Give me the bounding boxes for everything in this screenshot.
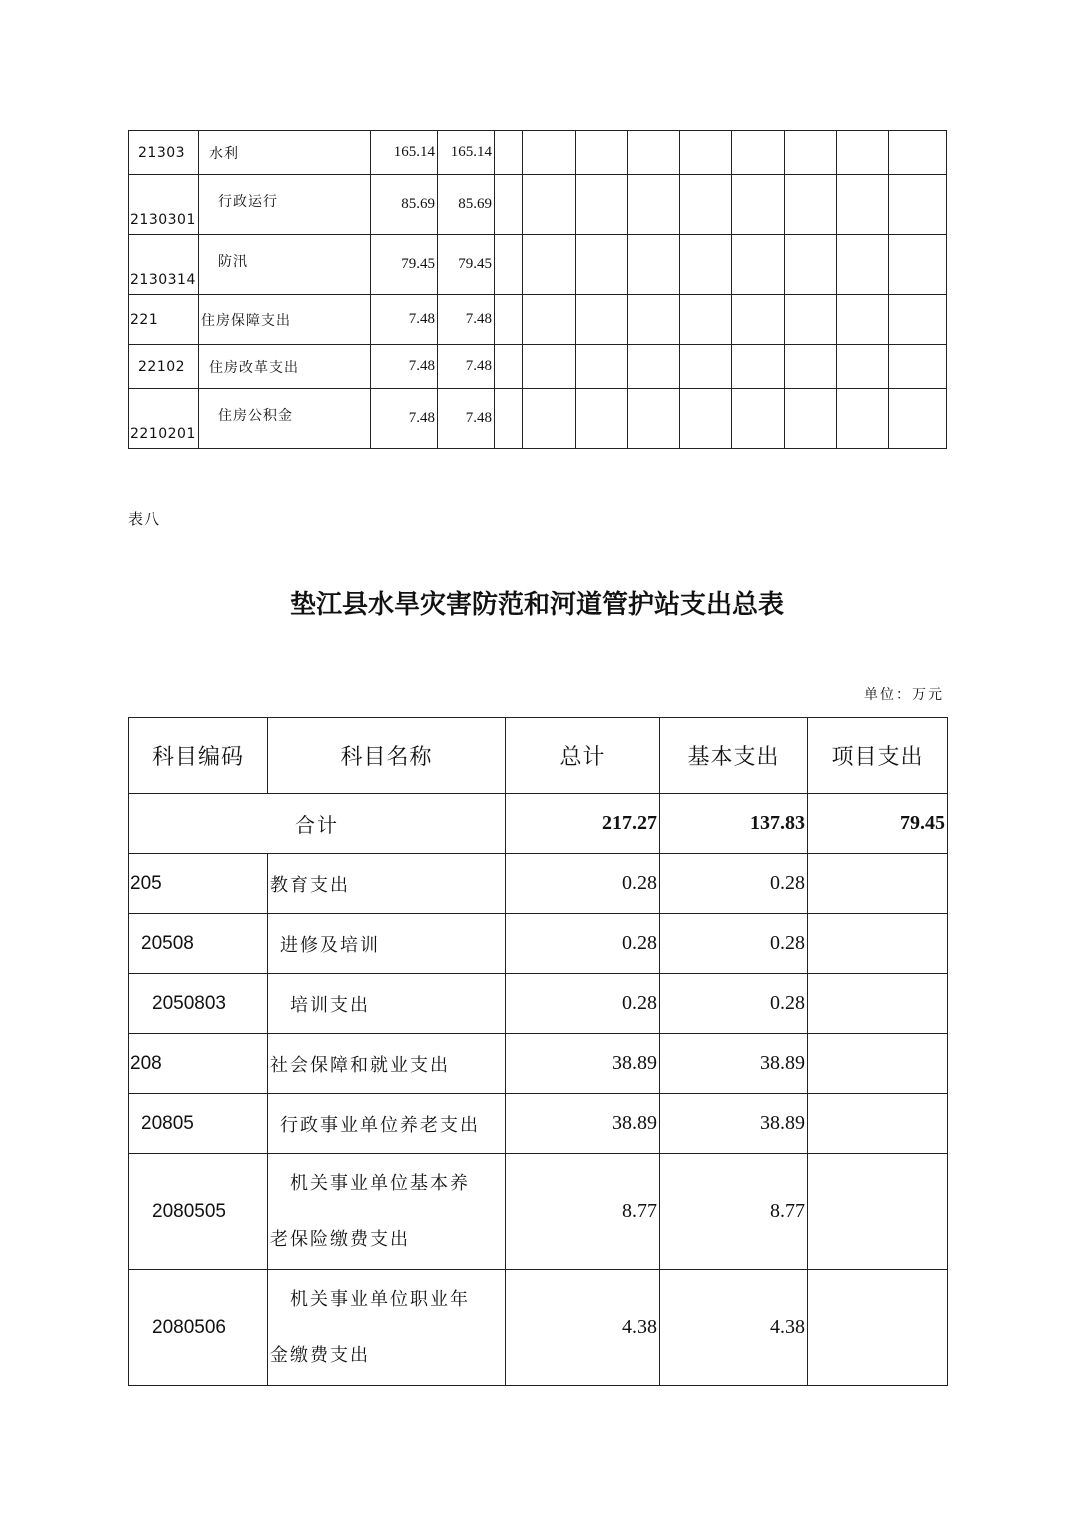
continuation-table xyxy=(128,130,947,449)
name-cell: 住房保障支出 xyxy=(199,295,371,345)
empty-cell xyxy=(680,389,732,449)
code-cell: 208 xyxy=(129,1034,268,1094)
total-cell: 7.48 xyxy=(371,295,438,345)
total-cell: 4.38 xyxy=(506,1270,660,1386)
empty-cell xyxy=(523,235,576,295)
column-header-basic: 基本支出 xyxy=(660,718,808,794)
empty-cell xyxy=(523,345,576,389)
project-cell xyxy=(808,1270,948,1386)
empty-cell xyxy=(523,131,576,175)
total-cell: 7.48 xyxy=(371,389,438,449)
table-row xyxy=(129,974,948,1034)
empty-cell xyxy=(495,389,523,449)
empty-cell xyxy=(576,175,628,235)
empty-cell xyxy=(628,235,680,295)
table-number-label: 表八 xyxy=(128,510,161,528)
project-cell xyxy=(808,914,948,974)
basic-cell: 38.89 xyxy=(660,1034,808,1094)
code-cell: 221 xyxy=(129,295,199,345)
total-cell: 165.14 xyxy=(371,131,438,175)
empty-cell xyxy=(495,131,523,175)
table-row xyxy=(129,1034,948,1094)
table-row xyxy=(129,175,947,235)
empty-cell xyxy=(628,175,680,235)
page-title: 垫江县水旱灾害防范和河道管护站支出总表 xyxy=(289,590,784,620)
empty-cell xyxy=(889,295,947,345)
name-cell: 水利 xyxy=(199,131,371,175)
name-cell: 行政事业单位养老支出 xyxy=(268,1094,506,1154)
empty-cell xyxy=(889,175,947,235)
empty-cell xyxy=(495,295,523,345)
basic-cell: 4.38 xyxy=(660,1270,808,1386)
basic-cell: 165.14 xyxy=(438,131,495,175)
empty-cell xyxy=(837,175,889,235)
project-cell xyxy=(808,1034,948,1094)
table-row xyxy=(129,295,947,345)
basic-cell: 38.89 xyxy=(660,1094,808,1154)
basic-cell: 7.48 xyxy=(438,295,495,345)
empty-cell xyxy=(732,175,785,235)
empty-cell xyxy=(523,389,576,449)
empty-cell xyxy=(732,295,785,345)
name-cell: 教育支出 xyxy=(268,854,506,914)
name-cell: 住房改革支出 xyxy=(199,345,371,389)
empty-cell xyxy=(732,235,785,295)
empty-cell xyxy=(628,295,680,345)
name-cell: 行政运行 xyxy=(199,175,371,235)
project-cell xyxy=(808,1094,948,1154)
total-cell: 0.28 xyxy=(506,914,660,974)
name-line-2: 老保险缴费支出 xyxy=(270,1228,410,1250)
name-cell xyxy=(268,1154,506,1270)
project-cell xyxy=(808,854,948,914)
name-line-1: 机关事业单位职业年 xyxy=(290,1288,470,1310)
code-cell: 20805 xyxy=(129,1094,268,1154)
total-cell: 0.28 xyxy=(506,974,660,1034)
code-cell: 22102 xyxy=(129,345,199,389)
name-cell: 住房公积金 xyxy=(199,389,371,449)
empty-cell xyxy=(576,131,628,175)
code-cell: 2050803 xyxy=(129,974,268,1034)
empty-cell xyxy=(837,131,889,175)
total-cell: 38.89 xyxy=(506,1034,660,1094)
empty-cell xyxy=(628,345,680,389)
empty-cell xyxy=(523,295,576,345)
total-cell: 8.77 xyxy=(506,1154,660,1270)
table-row xyxy=(129,131,947,175)
table-row xyxy=(129,345,947,389)
empty-cell xyxy=(732,131,785,175)
empty-cell xyxy=(785,131,837,175)
total-cell: 217.27 xyxy=(506,794,660,854)
empty-cell xyxy=(523,175,576,235)
total-cell: 85.69 xyxy=(371,175,438,235)
basic-cell: 7.48 xyxy=(438,389,495,449)
empty-cell xyxy=(576,345,628,389)
total-cell: 7.48 xyxy=(371,345,438,389)
project-cell xyxy=(808,1154,948,1270)
empty-cell xyxy=(889,131,947,175)
code-cell: 2080505 xyxy=(129,1154,268,1270)
basic-cell: 0.28 xyxy=(660,914,808,974)
empty-cell xyxy=(628,131,680,175)
name-cell: 防汛 xyxy=(199,235,371,295)
code-cell: 2130314 xyxy=(129,235,199,295)
empty-cell xyxy=(785,175,837,235)
total-cell: 79.45 xyxy=(371,235,438,295)
basic-cell: 85.69 xyxy=(438,175,495,235)
table-row xyxy=(129,235,947,295)
empty-cell xyxy=(837,345,889,389)
column-header-name: 科目名称 xyxy=(268,718,506,794)
name-line-2: 金缴费支出 xyxy=(270,1344,370,1366)
table-row xyxy=(129,854,948,914)
project-cell: 79.45 xyxy=(808,794,948,854)
total-cell: 38.89 xyxy=(506,1094,660,1154)
table-row xyxy=(129,389,947,449)
code-cell: 2210201 xyxy=(129,389,199,449)
column-header-code: 科目编码 xyxy=(129,718,268,794)
table-row xyxy=(129,1094,948,1154)
empty-cell xyxy=(837,235,889,295)
column-header-total: 总计 xyxy=(506,718,660,794)
empty-cell xyxy=(889,345,947,389)
unit-label: 单位：万元 xyxy=(864,687,944,703)
column-header-project: 项目支出 xyxy=(808,718,948,794)
empty-cell xyxy=(680,235,732,295)
empty-cell xyxy=(785,295,837,345)
empty-cell xyxy=(680,131,732,175)
name-cell: 进修及培训 xyxy=(268,914,506,974)
empty-cell xyxy=(495,345,523,389)
total-label: 合计 xyxy=(129,794,506,854)
table-row xyxy=(129,1270,948,1386)
empty-cell xyxy=(576,389,628,449)
empty-cell xyxy=(732,345,785,389)
basic-cell: 7.48 xyxy=(438,345,495,389)
code-cell: 20508 xyxy=(129,914,268,974)
empty-cell xyxy=(785,345,837,389)
empty-cell xyxy=(785,235,837,295)
empty-cell xyxy=(889,235,947,295)
empty-cell xyxy=(785,389,837,449)
basic-cell: 0.28 xyxy=(660,974,808,1034)
empty-cell xyxy=(628,389,680,449)
empty-cell xyxy=(576,235,628,295)
code-cell: 2130301 xyxy=(129,175,199,235)
table-row xyxy=(129,1154,948,1270)
total-cell: 0.28 xyxy=(506,854,660,914)
total-row xyxy=(129,794,948,854)
project-cell xyxy=(808,974,948,1034)
empty-cell xyxy=(576,295,628,345)
basic-cell: 0.28 xyxy=(660,854,808,914)
empty-cell xyxy=(680,345,732,389)
empty-cell xyxy=(495,235,523,295)
code-cell: 2080506 xyxy=(129,1270,268,1386)
name-line-1: 机关事业单位基本养 xyxy=(290,1172,470,1194)
expenditure-summary-table xyxy=(128,717,948,1386)
name-cell: 培训支出 xyxy=(268,974,506,1034)
table-header-row xyxy=(129,718,948,794)
name-cell: 社会保障和就业支出 xyxy=(268,1034,506,1094)
empty-cell xyxy=(732,389,785,449)
name-cell xyxy=(268,1270,506,1386)
basic-cell: 8.77 xyxy=(660,1154,808,1270)
empty-cell xyxy=(837,389,889,449)
empty-cell xyxy=(680,295,732,345)
code-cell: 21303 xyxy=(129,131,199,175)
code-cell: 205 xyxy=(129,854,268,914)
empty-cell xyxy=(837,295,889,345)
basic-cell: 137.83 xyxy=(660,794,808,854)
empty-cell xyxy=(680,175,732,235)
basic-cell: 79.45 xyxy=(438,235,495,295)
table-row xyxy=(129,914,948,974)
empty-cell xyxy=(495,175,523,235)
empty-cell xyxy=(889,389,947,449)
